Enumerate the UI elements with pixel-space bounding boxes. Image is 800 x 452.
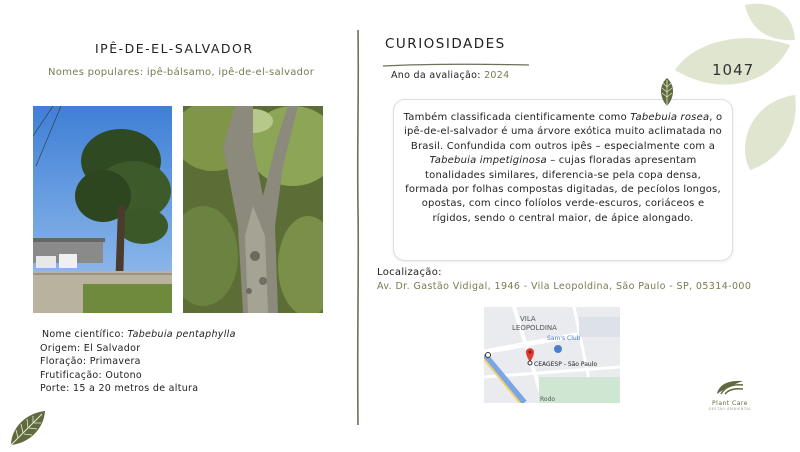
map-area-label-2: LEOPOLDINA [512, 324, 557, 332]
evaluation-year [391, 70, 509, 81]
column-divider [354, 30, 362, 429]
fruiting-row: Frutificação: Outono [40, 369, 143, 381]
italic-species-impetiginosa: Tabebuia impetiginosa [429, 155, 547, 167]
evaluation-year-value: 2024 [484, 70, 510, 81]
size-row: Porte: 15 a 20 metros de altura [40, 383, 199, 394]
popular-names: Nomes populares: ipê-bálsamo, ipê-de-el-salvador [48, 67, 315, 78]
brand-logo-icon [715, 378, 745, 396]
location-address: Av. Dr. Gastão Vidigal, 1946 - Vila Leopoldina, São Paulo - SP, 05314-000 [377, 281, 752, 292]
curiosities-heading: CURIOSIDADES [385, 36, 506, 52]
map-poi-1: Sam's Club [547, 335, 581, 342]
leaf-decoration-bottom-left-icon [8, 408, 48, 452]
tree-photo-trunk [183, 106, 323, 313]
flowering-row: Floração: Primavera [40, 356, 141, 367]
location-map[interactable] [484, 307, 620, 403]
location-label: Localização: [377, 267, 442, 278]
scientific-name-value: Tabebuia pentaphylla [127, 329, 236, 340]
brand-name: Plant Care [712, 400, 748, 407]
leaf-decoration-top-right-icon [675, 0, 800, 179]
map-poi-2: CEAGESP - São Paulo [534, 361, 598, 368]
scientific-name-row [40, 328, 236, 342]
origin-row: Origem: El Salvador [40, 342, 141, 354]
tree-photo-full [33, 106, 172, 313]
leaf-decoration-small-icon [659, 77, 675, 111]
brand-tagline: GESTÃO AMBIENTAL [708, 407, 752, 411]
brand-logo [705, 378, 755, 411]
card-number: 1047 [712, 61, 755, 79]
curiosities-text: Também classificada cientificamente como Tabebuia rosea, o ipê-de-el-salvador é uma árvore exótica muito aclimatada no Brasil. Confundida com outros ipês – especialmente com a Tabebuia impetiginosa – cujas floradas apresentam tonalidades similares, diferencia-se pela copa densa, formada por folhas compostas digitadas, de pecíolos longos, opostas, com cinco folíolos verde-escuros, coriáceos e rígidos, sendo o central maior, de ápice alongado. [403, 112, 723, 224]
evaluation-year-label: Ano da avaliação: [391, 70, 481, 81]
scientific-name-label: Nome científico: [42, 329, 125, 340]
species-title: IPÊ-DE-EL-SALVADOR [95, 41, 254, 56]
species-details [40, 328, 236, 396]
map-road-label: Rodo [540, 396, 556, 403]
map-area-label-1: VILA [520, 315, 536, 323]
shopping-icon [554, 345, 562, 353]
italic-species-rosea: Tabebuia rosea [630, 112, 710, 123]
